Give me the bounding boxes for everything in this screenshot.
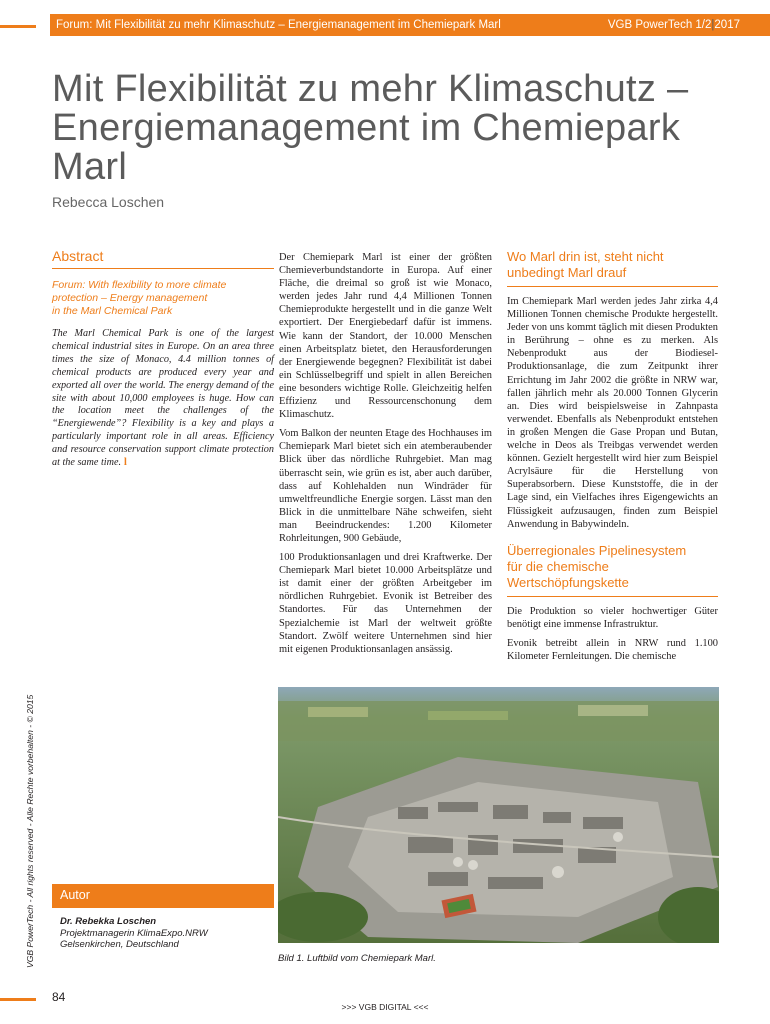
author-box-location: Gelsenkirchen, Deutschland [60, 939, 179, 950]
paragraph: Die Produktion so vieler hochwertiger Güter benötigt eine immense Infrastruktur. [507, 605, 718, 630]
abstract-end-mark: l [124, 457, 127, 469]
header-accent-line [0, 25, 36, 28]
header-journal [608, 19, 740, 31]
paragraph: Der Chemiepark Marl ist einer der größten Chemieverbundstandorte in Europa. Auf einer Fläche, die dreimal so groß ist wie Monaco, werden jedes Jahr rund 4,4 Millionen Tonnen Chemieprodukte hergestellt und in die ganze Welt exportiert. Der Energiebedarf dafür ist immens. Wie kann der Standort, der 10.000 Menschen einen Arbeitsplatz bietet, den Herausforderungen der Energiewende begegnen? Flexibilität ist dabei ein Schlüsselbegriff und spielt in allen Bereichen eine besonders wichtige Rolle. Gleichzeitig helfen Effizienz und Ressourcenschonung dem Klimaschutz. [279, 252, 492, 421]
body-column-middle [279, 251, 492, 662]
footer-accent-line [0, 998, 36, 1001]
author-box-heading: Autor [52, 884, 274, 908]
aerial-photo-graphic [278, 687, 719, 943]
paragraph: Vom Balkon der neunten Etage des Hochhauses im Chemiepark Marl bietet sich ein atemberaubender Blick über das nördliche Ruhrgebiet. Man mag überrascht sein, wie grün es ist, aber auch darüber, dass auf Kohlehalden nun Windräder für umweltfreundliche Energie sorgen. Lässt man den Blick in die unmittelbare Nähe schweifen, sieht man Beeindruckendes: 1.200 Kilometer Rohrleitungen, 900 Gebäude, [279, 428, 492, 544]
paragraph: Im Chemiepark Marl werden jedes Jahr zirka 4,4 Millionen Tonnen chemische Produkte hergestellt. Jeder von uns kommt täglich mit diesen Produkten in Berührung – ohne es zu merken. Als Nebenprodukt aus der Biodiesel-Produktionsanlage, die zum Zeitpunkt ihrer Errichtung im Jahr 2002 die größte in NRW war, fallen jährlich mehr als 20.000 Tonnen Glycerin an. Dies wird beispielsweise in Zahnpasta verwendet. Ebenfalls als Nebenprodukt entstehen in großen Mengen die Gase Propan und Butan, welche in Deos als Treibgas verwendet werden können. Gezielt hergestellt wird hier zum Beispiel Acrylsäure für die Herstellung von Superabsorbern. Diese Kunststoffe, die in der Lage sind, ein Vielfaches ihres Eigengewichts an Flüssigkeit aufzusaugen, finden zum Beispiel Anwendung in Babywindeln. [507, 296, 718, 530]
figure-caption: Bild 1. Luftbild vom Chemiepark Marl. [278, 953, 436, 964]
header-bar [50, 14, 770, 36]
author-box-name: Dr. Rebekka Loschen [60, 916, 157, 927]
aerial-photo [278, 687, 719, 943]
article-author: Rebecca Loschen [52, 194, 165, 210]
body-column-right [507, 249, 718, 669]
abstract-heading: Abstract [52, 248, 274, 269]
header-journal-issue: VGB PowerTech 1/2 [607, 19, 712, 31]
paragraph: Evonik betreibt allein in NRW rund 1.100 Kilometer Fernleitungen. Die chemische [507, 637, 718, 662]
abstract-subtitle: Forum: With flexibility to more climate protection – Energy management in the Marl Chemical Park [52, 279, 227, 317]
abstract-text: The Marl Chemical Park is one of the largest chemical industrial sites in Europe. On an area three times the size of Monaco, 4.4 million tonnes of chemical products are produced every year and exported all over the world. The energy demand of the site with about 10,000 employees is huge. How can the location meet the challenges of the “Energiewende”? Flexibility is a key and plays a particularly important role in all areas. Efficiency and resource conservation support climate protection at the same time. [52, 328, 274, 469]
section-heading: Wo Marl drin ist, steht nicht unbedingt Marl drauf [507, 249, 718, 287]
abstract-body [52, 328, 274, 470]
header-year: 2017 [714, 19, 740, 31]
paragraph: 100 Produktionsanlagen und drei Kraftwerke. Der Chemiepark Marl bietet 10.000 Arbeitsplätze und ist damit einer der größten Arbeitgeber im nördlichen Ruhrgebiet. Evonik ist Betreiber des Standortes. Für das Unternehmen der Spezialchemie ist Marl der weltweit größte Standort. Zwölf weitere Unternehmen sind hier mit eigenen Produktionsanlagen ansässig. [279, 552, 492, 655]
running-header [0, 0, 770, 38]
page-number: 84 [52, 990, 66, 1004]
author-box-body [52, 908, 274, 959]
author-box [52, 884, 274, 959]
footer-digital-mark: >>> VGB DIGITAL <<< [341, 1002, 429, 1012]
section-heading: Überregionales Pipelinesystem für die chemische Wertschöpfungskette [507, 543, 718, 597]
header-separator: | [711, 19, 715, 31]
abstract-section [52, 248, 274, 470]
article-title: Mit Flexibilität zu mehr Klimaschutz – Energiemanagement im Chemiepark Marl [52, 68, 689, 188]
header-section-title: Forum: Mit Flexibilität zu mehr Klimaschutz – Energiemanagement im Chemiepark Marl [56, 19, 501, 31]
author-box-role: Projektmanagerin KlimaExpo.NRW [60, 927, 208, 939]
side-copyright-notice: VGB PowerTech - All rights reserved - Alle Rechte vorbehalten - © 2015 [25, 694, 35, 968]
